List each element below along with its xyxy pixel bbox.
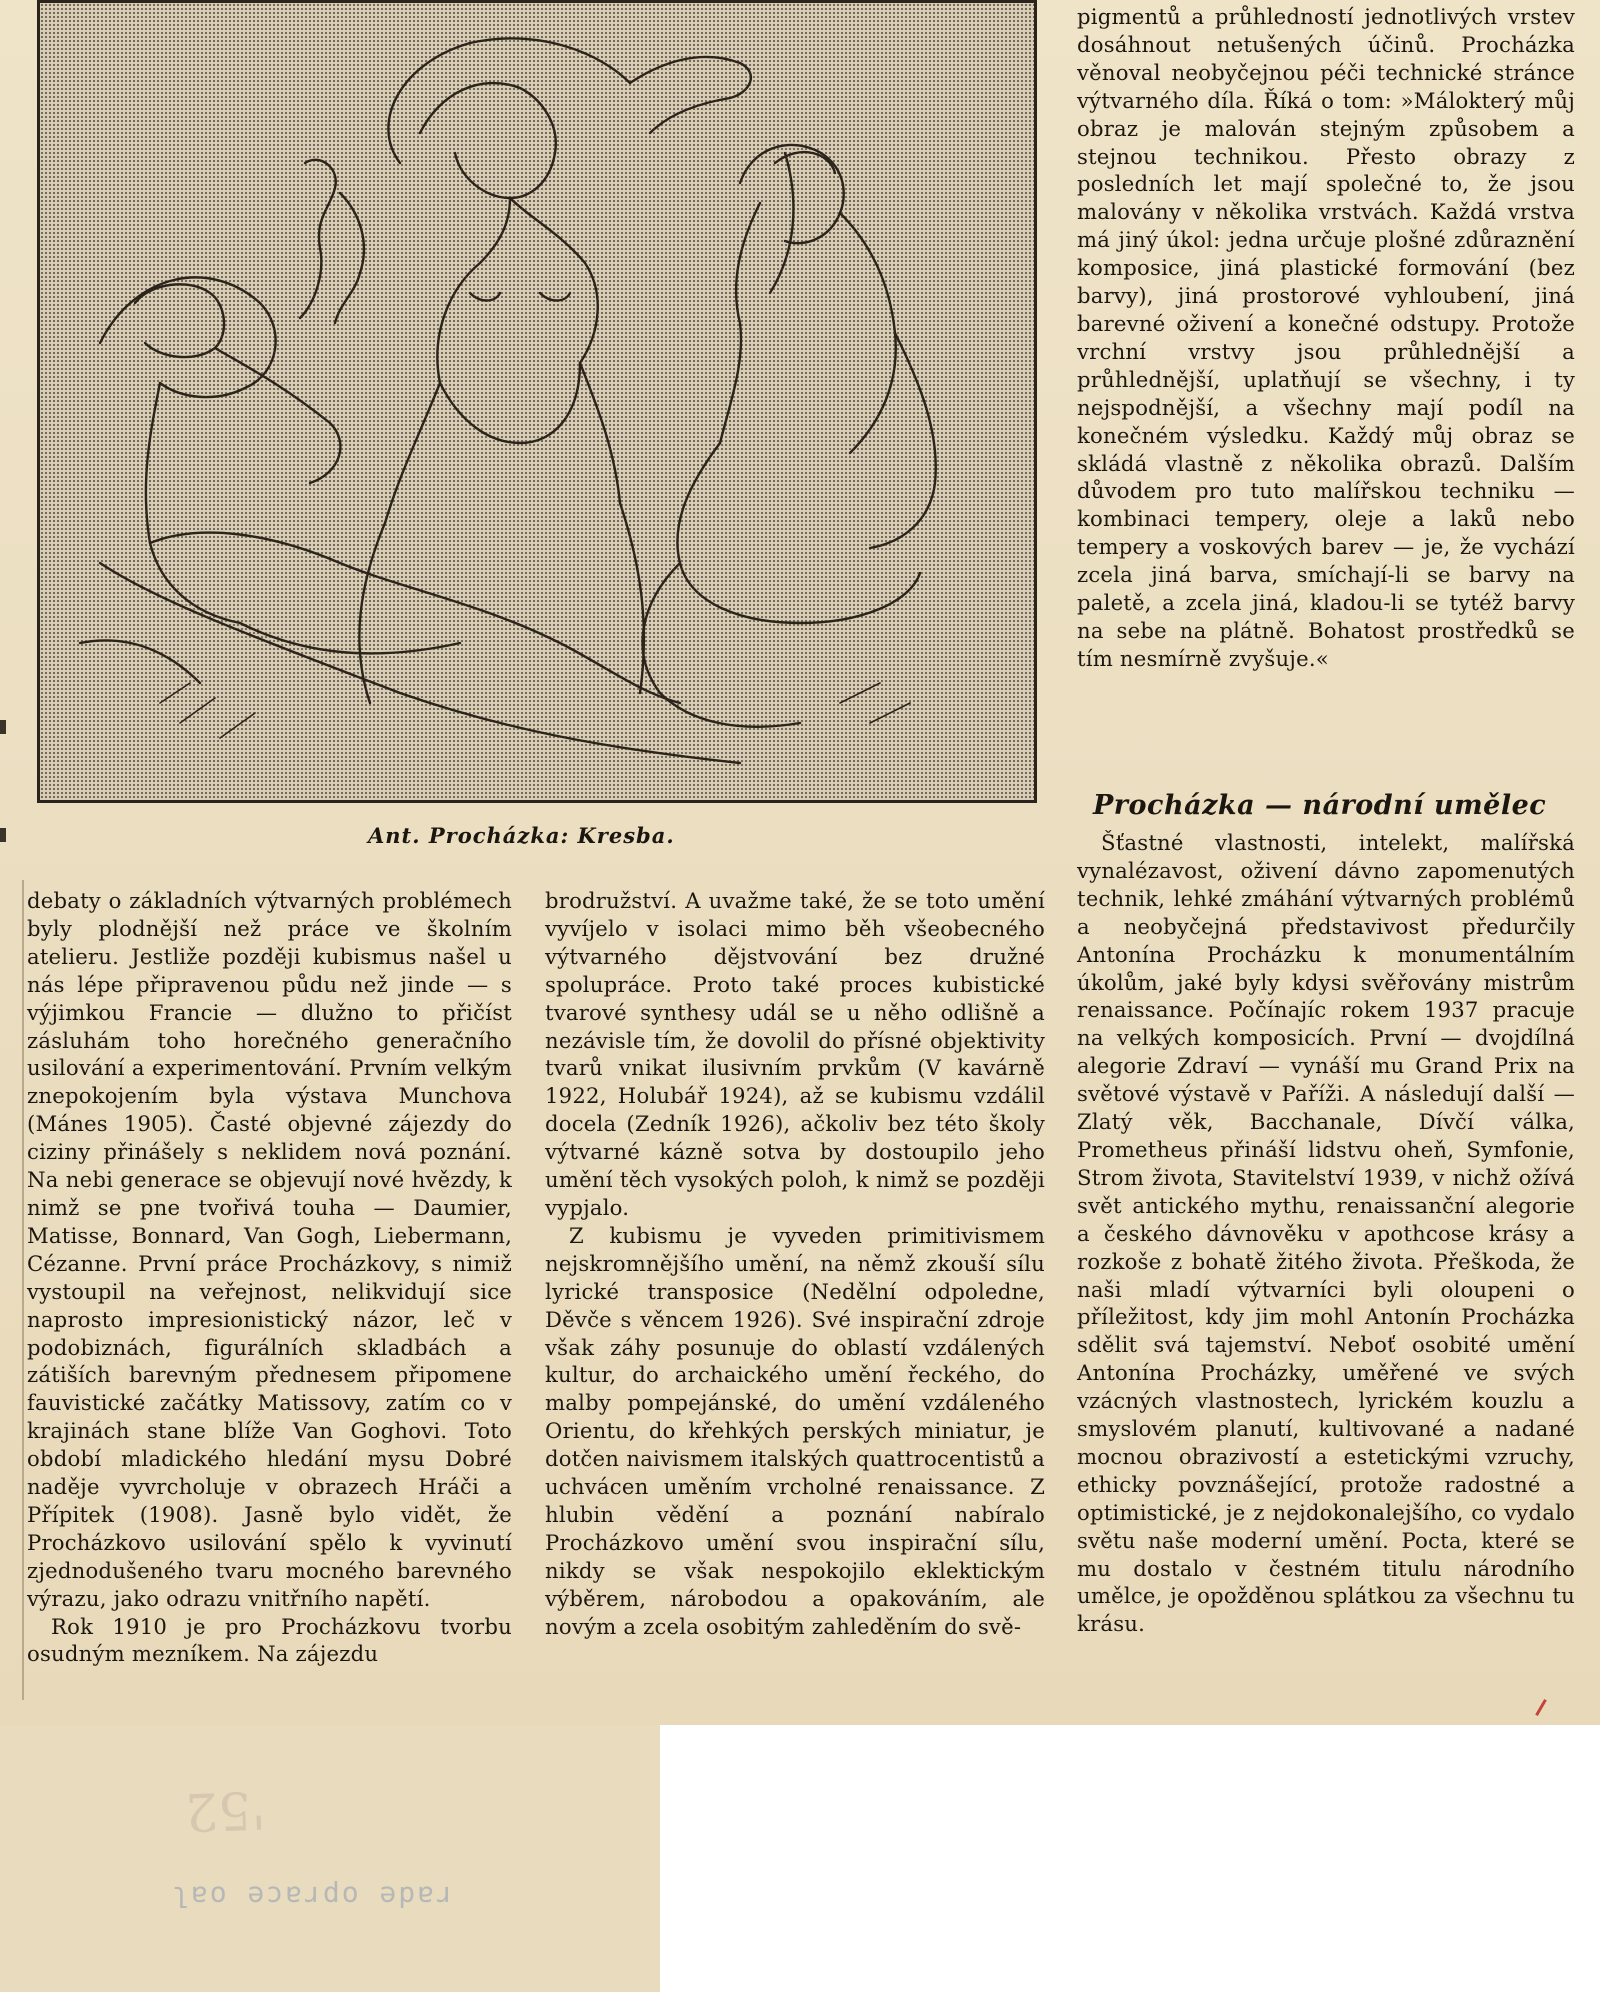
article-column-right-top [1077,3,1575,673]
article-column-left [27,887,512,1668]
paper-stub [0,1725,660,1992]
paragraph: brodružství. A uvažme také, že se toto umění vyvíjelo v isolaci mimo běh všeobecného výtvarného dějstvování bez družné spolupráce. Proto také proces kubistické tvarové synthesy udál se u něho odlišně a nezávisle tím, že dovolil do přísné objektivity tvarů vnikat ilusivním prvkům (V kavárně 1922, Holubář 1924), až se kubismu vzdálil docela (Zedník 1926), ačkoliv bez této školy výtvarné kázně sotva by dostoupilo jeho umění těch vysokých poloh, k nimž se později vypjalo. [545,888,1045,1220]
paragraph: pigmentů a průhledností jednotlivých vrstev dosáhnout netušených účinů. Procházka věnoval neobyčejnou péči technické stránce výtvarného díla. Říká o tom: »Málokterý můj obraz je malován stejným způsobem a stejnou technikou. Přesto obrazy z posledních let mají společné to, že jsou malovány v několika vrstvách. Každá vrstva má jiný úkol: jedna určuje plošné zdůraznění komposice, jiná plastické formování (bez barvy), jiná prostorové vyhloubení, jiná barevné oživení a konečné odstupy. Protože vrchní vrstvy jsou průhlednější a průhlednější, uplatňují se všechny, i ty nejspodnější, a všechny mají podíl na konečném výsledku. Každý můj obraz se skládá vlastně z několika obrazů. Dalším důvodem pro tuto malířskou techniku — kombinaci tempery, oleje a laků nebo tempery a voskových barev — je, že vychází zcela jiná barva, smíchají-li se barvy na paletě, a zcela jiná, kladou-li se tytéž barvy na sebe na plátně. Bohatost prostředků se tím nesmírně zvyšuje.« [1077,4,1575,671]
drawing-illustration [37,0,1037,803]
edge-mark [0,828,6,842]
article-column-middle [545,887,1045,1640]
article-column-right-bottom [1077,829,1575,1638]
illustration-caption: Ant. Procházka: Kresba. [368,823,675,848]
nude-figures-drawing [40,3,1037,803]
bleed-through-text: rade oprace oal [170,1880,453,1913]
paragraph: Rok 1910 je pro Procházkovu tvorbu osudným mezníkem. Na zájezdu [27,1613,512,1667]
edge-mark [0,720,6,734]
paragraph: Šťastné vlastnosti, intelekt, malířská vynalézavost, oživení dávno zapomenutých technik, lehké zmáhání výtvarných problémů a neobyčejná představivost předurčily Antonína Procházku k monumentálním úkolům, jaké byly kdysi svěřovány mistrům renaissance. Počínajíc rokem 1937 pracuje na velkých komposicích. První — dvojdílná alegorie Zdraví — vynáší mu Grand Prix na světové výstavě v Paříži. A následují další — Zlatý věk, Bacchanale, Dívčí válka, Prometheus přináší lidstvu oheň, Symfonie, Strom života, Stavitelství 1939, v nichž ožívá svět antického mythu, renaissanční alegorie a českého dávnověku v apothcose krásy a rozkoše z bohatě žitého života. Přeškoda, že naši mladí výtvarníci byli oloupeni o příležitost, kdy jim mohl Antonín Procházka sdělit svá tajemství. Neboť osobité umění Antonína Procházky, uměřené ve svých vzácných vlastnostech, lyrickém kouzlu a smyslovém planutí, kultivované a nadané mocnou obrazivostí a estetickými vzruchy, ethicky povznášející, protože radostné a optimistické, je z nejdokonalejšího, co vydalo světu naše moderní umění. Pocta, které se mu dostalo v čestném titulu národního umělce, je opožděnou splátkou za všechnu tu krásu. [1077,830,1575,1637]
section-heading: Procházka — národní umělec [1093,790,1547,821]
paragraph: Z kubismu je vyveden primitivismem nejskromnějšího umění, na němž zkouší sílu lyrické transposice (Nedělní odpoledne, Děvče s věncem 1926). Své inspirační zdroje však záhy posunuje do oblastí vzdálených kultur, do archaického umění řeckého, do malby pompejánské, do umění vzdáleného Orientu, do křehkých perských miniatur, je dotčen naivismem italských quattrocentistů a uchvácen uměním vrcholné renaissance. Z hlubin vědění a poznání nabíralo Procházkovo umění svou inspirační sílu, nikdy se však nespokojilo eklektickým výběrem, nárobodou a opakováním, ale novým a zcela osobitým zahleděním do svě- [545,1222,1045,1639]
pencil-mark: '52 [183,1778,267,1842]
paragraph: debaty o základních výtvarných problémech byly plodnější než práce ve školním atelieru. Jestliže později kubismus našel u nás lépe připravenou půdu než jinde — s výjimkou Francie — dlužno to přičíst zásluhám toho horečného generačního usilování a experimentování. Prvním velkým znepokojením byla výstava Munchova (Mánes 1905). Časté objevné zájezdy do ciziny přinášely s neklidem nová poznání. Na nebi generace se objevují nové hvězdy, k nimž se pne tvořivá touha — Daumier, Matisse, Bonnard, Van Gogh, Liebermann, Cézanne. První práce Procházkovy, s nimiž vystoupil na veřejnost, nelikvidují sice naprosto impresionistický názor, leč v podobiznách, figurálních skladbách a zátiších barevným přednesem připomene fauvistické začátky Matissovy, zatím co v krajinách stane blíže Van Goghovi. Toto období mladického hledání mysu Dobré naděje vyvrcholuje v obrazech Hráči a Přípitek (1908). Jasně bylo vidět, že Procházkovo usilování spělo k vyvinutí zjednodušeného tvaru mocného barevného výrazu, jako odrazu vnitřního napětí. [27,888,512,1611]
column-rule [22,880,24,1700]
